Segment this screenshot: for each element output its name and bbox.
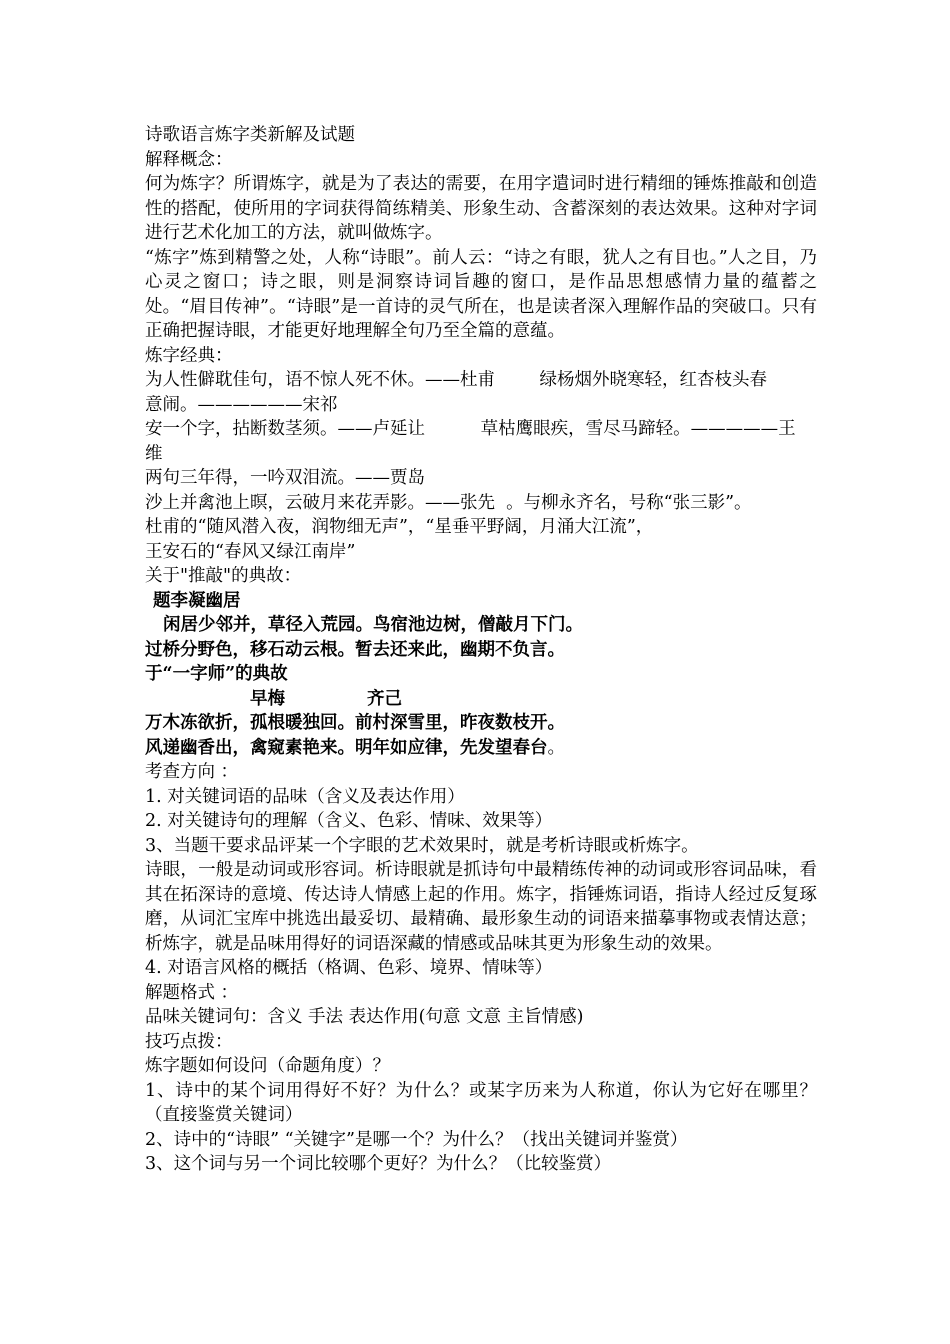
section-heading-tuiqiao: 关于"推敲"的典故：: [145, 566, 302, 586]
section-heading-classic: 炼字经典：: [145, 345, 233, 366]
classic-quote-line: 维: [145, 443, 163, 464]
classic-quote-line: 意闹。——————宋祁: [145, 394, 338, 415]
poem-line: 闲居少邻并，草径入荒园。鸟宿池边树，僧敲月下门。: [163, 615, 583, 635]
classic-quote-line: 杜甫的“随风潜入夜，润物细无声”，“星垂平野阔，月涌大江流”，: [145, 517, 654, 537]
document-title: 诗歌语言炼字类新解及试题: [145, 125, 355, 145]
direction-item: 3、当题干要求品评某一个字眼的艺术效果时，就是考析诗眼或析炼字。: [145, 835, 699, 856]
tips-item: 2、诗中的“诗眼” “关键字”是哪一个？为什么？（找出关键词并鉴赏）: [145, 1129, 688, 1150]
poem-line: 万木冻欲折，孤根暖独回。前村深雪里，昨夜数枝开。: [145, 713, 565, 733]
direction-item: 2. 对关键诗句的理解（含义、色彩、情味、效果等）: [145, 811, 553, 831]
format-item: 品味关键词句：含义 手法 表达作用(句意 文意 主旨情感): [145, 1007, 584, 1027]
classic-quote-line: 沙上并禽池上暝，云破月来花弄影。——张先 。与柳永齐名，号称“张三影”。: [145, 492, 752, 513]
classic-quote-line: 王安石的“春风又绿江南岸”: [145, 541, 356, 562]
tips-item: 3、这个词与另一个词比较哪个更好？为什么？（比较鉴赏）: [145, 1154, 612, 1174]
tips-question: 炼字题如何设问（命题角度）？: [145, 1056, 390, 1076]
poem-line-end: 。: [547, 737, 565, 758]
section-heading-direction: 考查方向 ：: [145, 762, 239, 782]
poem-title: 题李凝幽居: [153, 590, 241, 611]
classic-quote-line: 两句三年得，一吟双泪流。——贾岛: [145, 468, 425, 488]
poem-title: 早梅: [250, 688, 285, 709]
poem-heading: [145, 687, 817, 712]
paragraph-concept: 何为炼字？所谓炼字，就是为了表达的需要，在用字遣词时进行精细的锤炼推敲和创造性的搭配，使所用的字词获得简练精美、形象生动、含蓄深刻的表达效果。这种对字词进行艺术化加工的方法，就叫做炼字。: [145, 174, 817, 243]
section-heading-yizishi: 于“一字师”的典故: [145, 664, 288, 684]
direction-item: 1. 对关键词语的品味（含义及表达作用）: [145, 786, 465, 807]
section-heading-tips: 技巧点拨：: [145, 1031, 233, 1052]
paragraph-direction-detail: 诗眼，一般是动词或形容词。析诗眼就是抓诗句中最精练传神的动词或形容词品味，看其在拓深诗的意境、传达诗人情感上起的作用。炼字，指锤炼词语，指诗人经过反复琢磨，从词汇宝库中挑选出最妥切、最精确、最形象生动的词语来描摹事物或表情达意；析炼字，就是品味用得好的词语深藏的情感或品味其更为形象生动的效果。: [145, 860, 817, 954]
paragraph-shiyan: “炼字”炼到精警之处，人称“诗眼”。前人云：“诗之有眼，犹人之有目也。”人之目，乃心灵之窗口；诗之眼，则是洞察诗词旨趣的窗口，是作品思想感情力量的蕴蓄之处。“眉目传神”。“诗眼”是一首诗的灵气所在，也是读者深入理解作品的突破口。只有正确把握诗眼，才能更好地理解全句乃至全篇的意蕴。: [145, 247, 817, 341]
direction-item: 4. 对语言风格的概括（格调、色彩、境界、情味等）: [145, 958, 553, 978]
section-heading-concept: 解释概念：: [145, 149, 233, 170]
poem-author: 齐己: [367, 688, 402, 709]
poem-line: [145, 736, 817, 761]
tips-item: 1、诗中的某个词用得好不好？为什么？或某字历来为人称道，你认为它好在哪里？（直接鉴赏关键词）: [145, 1080, 817, 1125]
document-page: [145, 123, 817, 1177]
poem-line-text: 风递幽香出，禽窥素艳来。明年如应律，先发望春台: [145, 737, 548, 758]
classic-quote-line: 为人性僻耽佳句，语不惊人死不休。——杜甫 绿杨烟外晓寒轻，红杏枝头春: [145, 370, 767, 390]
poem-line: 过桥分野色，移石动云根。暂去还来此，幽期不负言。: [145, 639, 565, 660]
section-heading-format: 解题格式 ：: [145, 982, 239, 1003]
classic-quote-line: 安一个字，拈断数茎须。——卢延让 草枯鹰眼疾，雪尽马蹄轻。—————王: [145, 419, 796, 439]
